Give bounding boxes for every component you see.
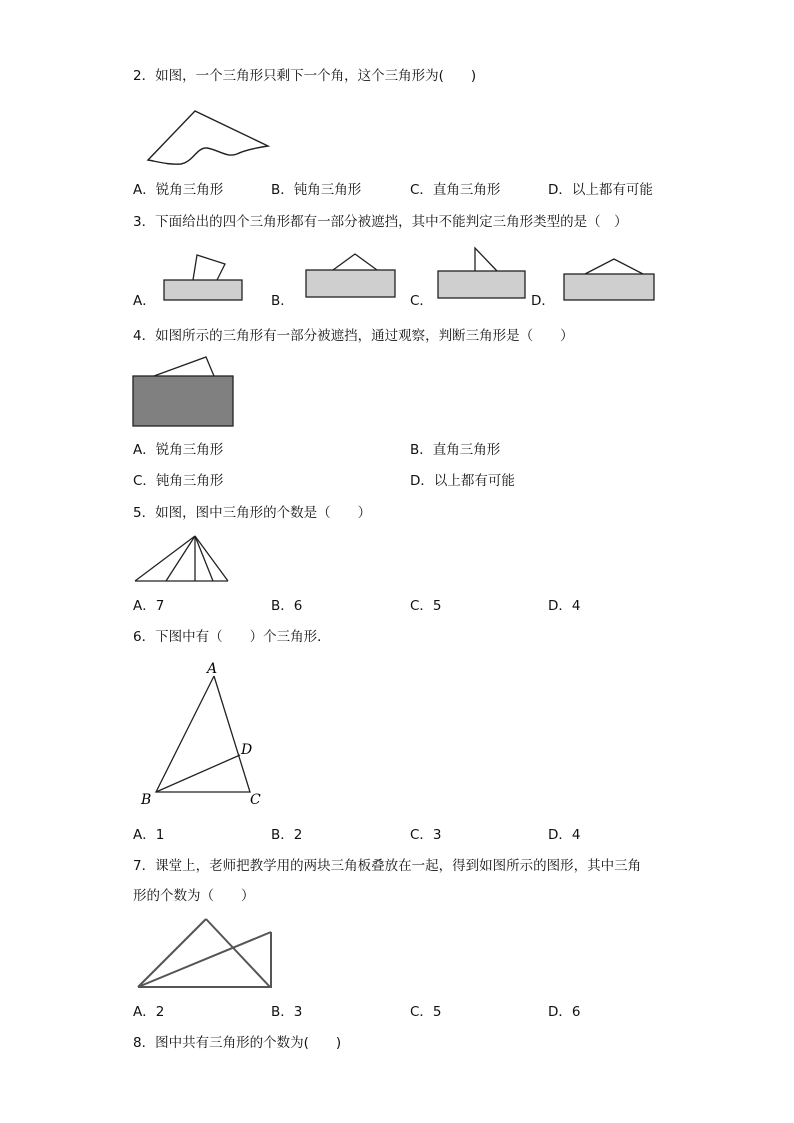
vertex-label-d: D bbox=[241, 742, 253, 758]
q4-option-d[interactable]: D．以上都有可能 bbox=[410, 473, 515, 489]
q4-option-a[interactable]: A．锐角三角形 bbox=[133, 442, 224, 458]
q6-option-b[interactable]: B．2 bbox=[271, 827, 303, 843]
q5-option-c[interactable]: C．5 bbox=[410, 598, 442, 614]
q6-option-c[interactable]: C．3 bbox=[410, 827, 442, 843]
q5-option-b[interactable]: B．6 bbox=[271, 598, 303, 614]
q3-figure-c bbox=[437, 246, 529, 300]
q8-stem: 8．图中共有三角形的个数为( ) bbox=[133, 1035, 342, 1051]
q4-figure-covered-triangle bbox=[132, 355, 236, 429]
q4-stem: 4．如图所示的三角形有一部分被遮挡，通过观察，判断三角形是（ ） bbox=[133, 328, 574, 344]
q7-stem-line-1: 7．课堂上，老师把教学用的两块三角板叠放在一起，得到如图所示的图形，其中三角 bbox=[133, 858, 642, 874]
q7-stem-line-2: 形的个数为（ ） bbox=[133, 888, 255, 904]
vertex-label-b: B bbox=[141, 792, 152, 808]
q2-option-a[interactable]: A．锐角三角形 bbox=[133, 182, 224, 198]
q4-option-b[interactable]: B．直角三角形 bbox=[410, 442, 501, 458]
q5-option-d[interactable]: D．4 bbox=[548, 598, 581, 614]
q5-stem: 5．如图，图中三角形的个数是（ ） bbox=[133, 505, 372, 521]
q5-option-a[interactable]: A．7 bbox=[133, 598, 165, 614]
q7-option-d[interactable]: D．6 bbox=[548, 1004, 581, 1020]
q7-option-b[interactable]: B．3 bbox=[271, 1004, 303, 1020]
q3-option-d[interactable]: D． bbox=[531, 293, 555, 309]
q3-figure-a bbox=[163, 252, 245, 302]
q3-figure-b bbox=[305, 252, 397, 300]
q3-stem: 3．下面给出的四个三角形都有一部分被遮挡，其中不能判定三角形类型的是（ ） bbox=[133, 214, 628, 230]
q7-option-a[interactable]: A．2 bbox=[133, 1004, 165, 1020]
q2-option-b[interactable]: B．钝角三角形 bbox=[271, 182, 362, 198]
q2-option-c[interactable]: C．直角三角形 bbox=[410, 182, 501, 198]
q6-option-d[interactable]: D．4 bbox=[548, 827, 581, 843]
q2-figure-broken-triangle bbox=[145, 108, 271, 168]
vertex-label-a: A bbox=[207, 661, 218, 677]
q6-stem: 6．下图中有（ ）个三角形． bbox=[133, 629, 331, 645]
q2-stem: 2．如图，一个三角形只剩下一个角，这个三角形为( ) bbox=[133, 68, 477, 84]
q7-figure-set-squares bbox=[136, 915, 278, 993]
q3-figure-d bbox=[563, 257, 657, 303]
q6-figure-triangle-abc bbox=[138, 660, 268, 810]
vertex-label-c: C bbox=[250, 792, 261, 808]
q3-option-c[interactable]: C． bbox=[410, 293, 433, 309]
q3-option-b[interactable]: B． bbox=[271, 293, 294, 309]
q3-option-a[interactable]: A． bbox=[133, 293, 156, 309]
q7-option-c[interactable]: C．5 bbox=[410, 1004, 442, 1020]
q4-option-c[interactable]: C．钝角三角形 bbox=[133, 473, 224, 489]
q6-option-a[interactable]: A．1 bbox=[133, 827, 165, 843]
q5-figure-fan-triangles bbox=[133, 534, 231, 584]
q2-option-d[interactable]: D．以上都有可能 bbox=[548, 182, 653, 198]
